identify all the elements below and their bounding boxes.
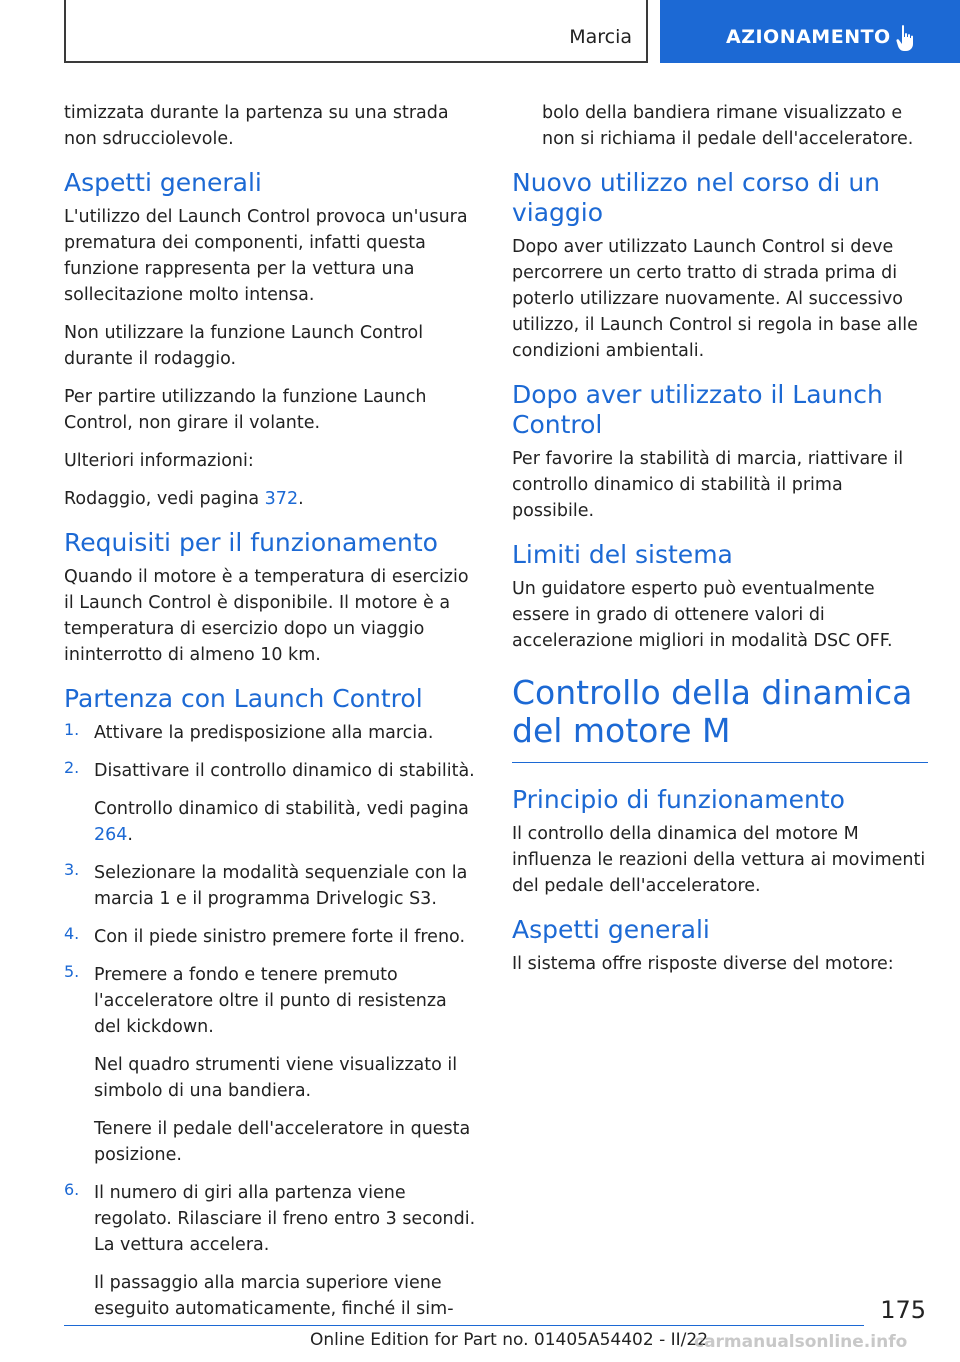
after-heading: Dopo aver utilizzato il Launch Control xyxy=(512,380,883,439)
engine-general-heading: Aspetti generali xyxy=(512,915,710,944)
step-number: 6. xyxy=(64,1180,80,1199)
step-number: 4. xyxy=(64,924,80,943)
reference-text: Rodaggio, vedi pagina xyxy=(64,489,265,509)
step-subtext: Tenere il pedale dell'acceleratore in questa posizione. xyxy=(94,1119,471,1165)
principle-heading: Principio di funzionamento xyxy=(512,785,845,814)
general-p4: Ulteriori informazioni: xyxy=(64,451,254,471)
step-text: Selezionare la modalità sequenziale con la marcia 1 e il programma Drivelogic S3. xyxy=(94,863,468,909)
step-4 xyxy=(64,924,476,950)
engine-dynamics-title: Controllo della dinamica del motore M xyxy=(512,673,913,750)
step-reference xyxy=(94,796,476,848)
reuse-p1: Dopo aver utilizzato Launch Control si deve percorrere un certo tratto di strada prima di poterlo utilizzare nuovamente. Al successivo utilizzo, il Launch Control si regola in base alle condizioni ambientali. xyxy=(512,237,918,361)
section-tab xyxy=(660,0,960,63)
step-number: 1. xyxy=(64,720,80,739)
step-1 xyxy=(64,720,476,746)
chapter-tab xyxy=(64,0,648,63)
general-p2: Non utilizzare la funzione Launch Control durante il rodaggio. xyxy=(64,323,424,369)
step-text: Il numero di giri alla partenza viene regolato. Rilasciare il freno entro 3 secondi. La vettura accelera. xyxy=(94,1183,476,1255)
step-number: 5. xyxy=(64,962,80,981)
chapter-label: Marcia xyxy=(569,26,632,48)
step-3 xyxy=(64,860,476,912)
general-p3: Per partire utilizzando la funzione Launch Control, non girare il volante. xyxy=(64,387,427,433)
intro-text: timizzata durante la partenza su una strada non sdrucciolevole. xyxy=(64,103,449,149)
reference-text: Controllo dinamico di stabilità, vedi pagina xyxy=(94,799,469,819)
general-heading: Aspetti generali xyxy=(64,168,262,197)
step-5 xyxy=(64,962,476,1168)
limits-heading: Limiti del sistema xyxy=(512,540,733,569)
continued-text: bolo della bandiera rimane visualizzato e non si richiama il pedale dell'acceleratore. xyxy=(542,103,914,149)
page-link-372[interactable]: 372 xyxy=(264,489,299,509)
step-number: 2. xyxy=(64,758,80,777)
step-text: Premere a fondo e tenere premuto l'acceleratore oltre il punto di resistenza del kickdown. xyxy=(94,965,447,1037)
reference-end: . xyxy=(298,489,304,509)
step-text: Attivare la predisposizione alla marcia. xyxy=(94,723,434,743)
step-text: Con il piede sinistro premere forte il freno. xyxy=(94,927,466,947)
page-header xyxy=(0,0,960,64)
general-p1: L'utilizzo del Launch Control provoca un'usura prematura dei componenti, infatti questa funzione rappresenta per la vettura una sollecitazione molto intensa. xyxy=(64,207,468,305)
left-column xyxy=(64,100,476,1334)
step-6 xyxy=(64,1180,476,1322)
limits-p1: Un guidatore esperto può eventualmente essere in grado di ottenere valori di accelerazione migliori in modalità DSC OFF. xyxy=(512,579,893,651)
step-number: 3. xyxy=(64,860,80,879)
reuse-heading: Nuovo utilizzo nel corso di un viaggio xyxy=(512,168,881,227)
watermark: carmanualsonline.info xyxy=(694,1332,908,1352)
principle-text: Il controllo della dinamica del motore M influenza le reazioni della vettura ai movimenti del pedale dell'acceleratore. xyxy=(512,824,926,896)
edition-text: Online Edition for Part no. 01405A54402 - II/22 xyxy=(310,1330,709,1350)
pointing-hand-icon xyxy=(896,24,920,54)
step-2 xyxy=(64,758,476,848)
right-column xyxy=(512,100,928,989)
step-text: Disattivare il controllo dinamico di stabilità. xyxy=(94,761,475,781)
section-label: AZIONAMENTO xyxy=(726,26,891,48)
after-p1: Per favorire la stabilità di marcia, riattivare il controllo dinamico di stabilità il prima possibile. xyxy=(512,449,904,521)
title-divider xyxy=(512,762,928,763)
page-number: 175 xyxy=(880,1296,926,1324)
engine-general-text: Il sistema offre risposte diverse del motore: xyxy=(512,954,894,974)
page-link-264[interactable]: 264 xyxy=(94,825,128,845)
step-subtext: Nel quadro strumenti viene visualizzato il simbolo di una bandiera. xyxy=(94,1055,458,1101)
footer-divider xyxy=(64,1325,864,1326)
general-reference xyxy=(64,486,476,512)
step-subtext: Il passaggio alla marcia superiore viene eseguito automaticamente, finché il sim- xyxy=(94,1273,454,1319)
requirements-p1: Quando il motore è a temperatura di esercizio il Launch Control è disponibile. Il motore è a temperatura di esercizio dopo un viaggio ininterrotto di almeno 10 km. xyxy=(64,567,469,665)
launch-heading: Partenza con Launch Control xyxy=(64,684,423,713)
reference-end: . xyxy=(127,825,133,845)
requirements-heading: Requisiti per il funzionamento xyxy=(64,528,438,557)
